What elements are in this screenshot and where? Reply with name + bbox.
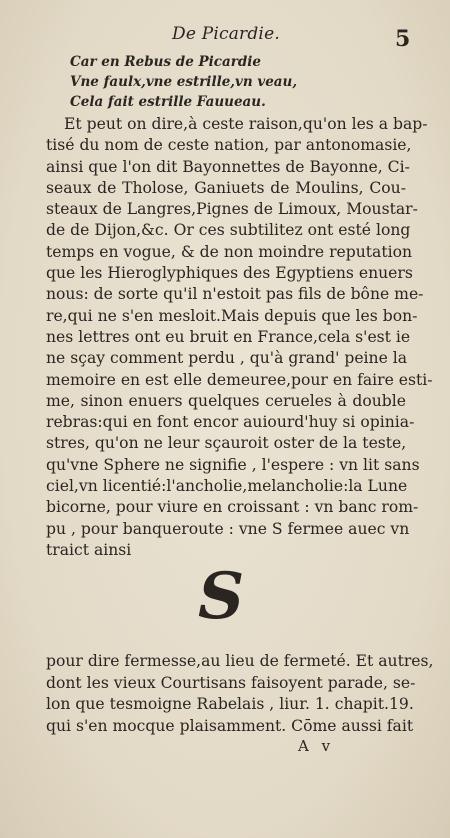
text-line: pu , pour banqueroute : vne S fermee auec vn <box>46 519 410 538</box>
text-line: lon que tesmoigne Rabelais , liur. 1. chapit.19. <box>46 695 414 713</box>
continuation-paragraph <box>46 651 434 737</box>
text-line: Et peut on dire,à ceste raison,qu'on les a bap- <box>64 115 428 133</box>
text-line: qu'vne Sphere ne signifie , l'espere : vn lit sans <box>46 455 420 474</box>
text-line: steaux de Langres,Pignes de Limoux, Moustar- <box>46 200 418 219</box>
text-line: bicorne, pour viure en croissant : vn banc rom- <box>46 498 419 517</box>
running-title: De Picardie. <box>172 24 280 44</box>
text-line: pour dire fermesse,au lieu de fermeté. Et autres, <box>46 652 434 670</box>
text-line: ainsi que l'on dit Bayonnettes de Bayonne, Ci- <box>46 157 410 176</box>
text-line: tisé du nom de ceste nation, par antonomasie, <box>46 136 412 155</box>
text-line: nous: de sorte qu'il n'estoit pas fils de bône me- <box>46 285 424 304</box>
text-line: que les Hieroglyphiques des Egyptiens enuers <box>46 264 413 283</box>
epigram-line: Car en Rebus de Picardie <box>70 54 262 70</box>
printer-signature: A v <box>298 737 335 755</box>
epigram-line: Cela fait estrille Fauueau. <box>70 94 266 110</box>
text-line: seaux de Tholose, Ganiuets de Moulins, Cou- <box>46 178 406 197</box>
text-line: memoire en est elle demeuree,pour en faire esti- <box>46 370 433 389</box>
emblem-letter-s: S <box>198 559 245 634</box>
main-paragraph <box>46 114 433 561</box>
text-line: re,qui ne s'en mesloit.Mais depuis que les bon- <box>46 306 418 325</box>
text-line: ne sçay comment perdu , qu'à grand' peine la <box>46 349 408 368</box>
text-line: me, sinon enuers quelques cerueles à double <box>46 391 406 410</box>
text-line: temps en vogue, & de non moindre reputation <box>46 242 413 261</box>
text-line: rebras:qui en font encor auiourd'huy si opinia- <box>46 413 415 432</box>
text-line: stres, qu'on ne leur sçauroit oster de la teste, <box>46 434 407 453</box>
text-line: traict ainsi <box>46 540 132 559</box>
text-line: nes lettres ont eu bruit en France,cela s'est ie <box>46 327 411 346</box>
text-line: dont les vieux Courtisans faisoyent parade, se- <box>46 673 416 692</box>
text-line: ciel,vn licentié:l'ancholie,melancholie:la Lune <box>46 477 408 496</box>
page-number: 5 <box>395 26 411 52</box>
epigram-verse <box>70 52 297 112</box>
text-line: qui s'en mocque plaisamment. Cōme aussi fait <box>46 716 414 735</box>
text-line: de de Dijon,&c. Or ces subtilitez ont esté long <box>46 221 411 240</box>
epigram-line: Vne faulx,vne estrille,vn veau, <box>70 74 298 90</box>
